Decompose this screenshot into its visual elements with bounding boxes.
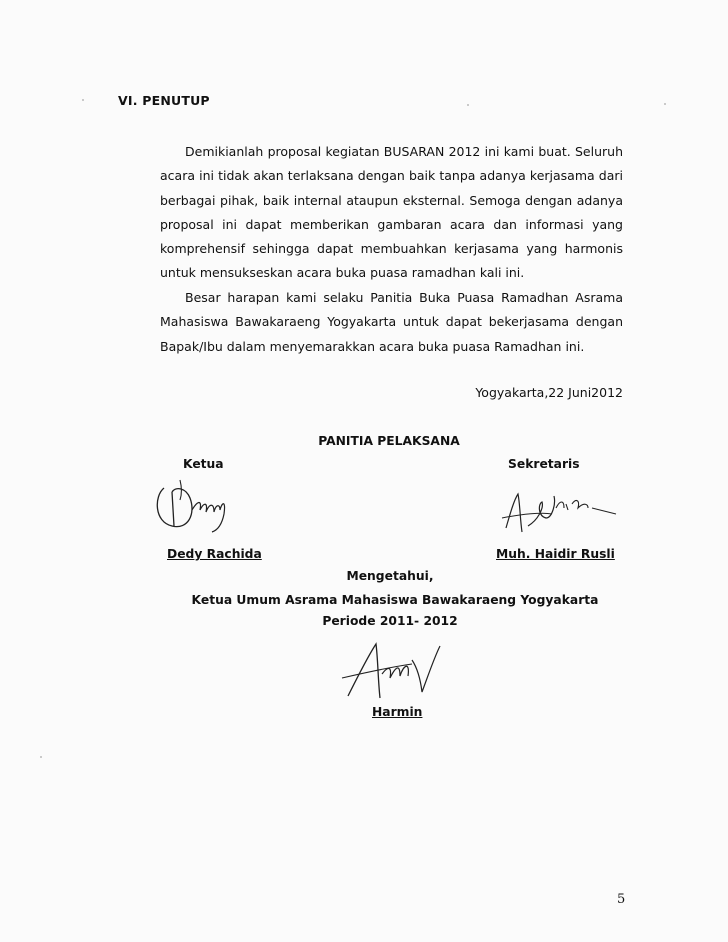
page-number: 5	[617, 892, 626, 907]
chairman-role: Ketua	[183, 457, 224, 471]
approval-label: Mengetahui,	[346, 569, 434, 583]
chairman-signature	[150, 474, 250, 538]
section-heading: VI. PENUTUP	[118, 93, 210, 108]
secretary-signature	[492, 474, 622, 538]
closing-paragraph-1: Demikianlah proposal kegiatan BUSARAN 2012 ini kami buat. Seluruh acara ini tidak akan terlaksana dengan baik tanpa adanya kerjasama dari berbagai pihak, baik internal ataupun eksternal. Semoga dengan adanya proposal ini dapat memberikan gambaran acara dan informasi yang komprehensif sehingga dapat membuahkan kerjasama yang harmonis untuk mensukseskan acara buka puasa ramadhan kali ini.	[160, 144, 623, 281]
secretary-role: Sekretaris	[508, 457, 580, 471]
committee-title: PANITIA PELAKSANA	[318, 434, 460, 448]
approval-period: Periode 2011- 2012	[322, 614, 458, 628]
closing-paragraph-2: Besar harapan kami selaku Panitia Buka Puasa Ramadhan Asrama Mahasiswa Bawakaraeng Yogyakarta untuk dapat bekerjasama dengan Bapak/Ibu dalam menyemarakkan acara buka puasa Ramadhan ini.	[160, 290, 623, 354]
approval-role: Ketua Umum Asrama Mahasiswa Bawakaraeng Yogyakarta	[191, 593, 599, 607]
approver-name: Harmin	[372, 705, 423, 719]
approver-signature	[338, 636, 448, 706]
place-date-line: Yogyakarta,22 Juni2012	[475, 385, 623, 400]
scan-speck	[467, 104, 469, 106]
secretary-name: Muh. Haidir Rusli	[496, 547, 615, 561]
scan-speck	[40, 756, 42, 758]
chairman-name: Dedy Rachida	[167, 547, 262, 561]
scan-speck	[82, 99, 84, 101]
scan-speck	[664, 103, 666, 105]
